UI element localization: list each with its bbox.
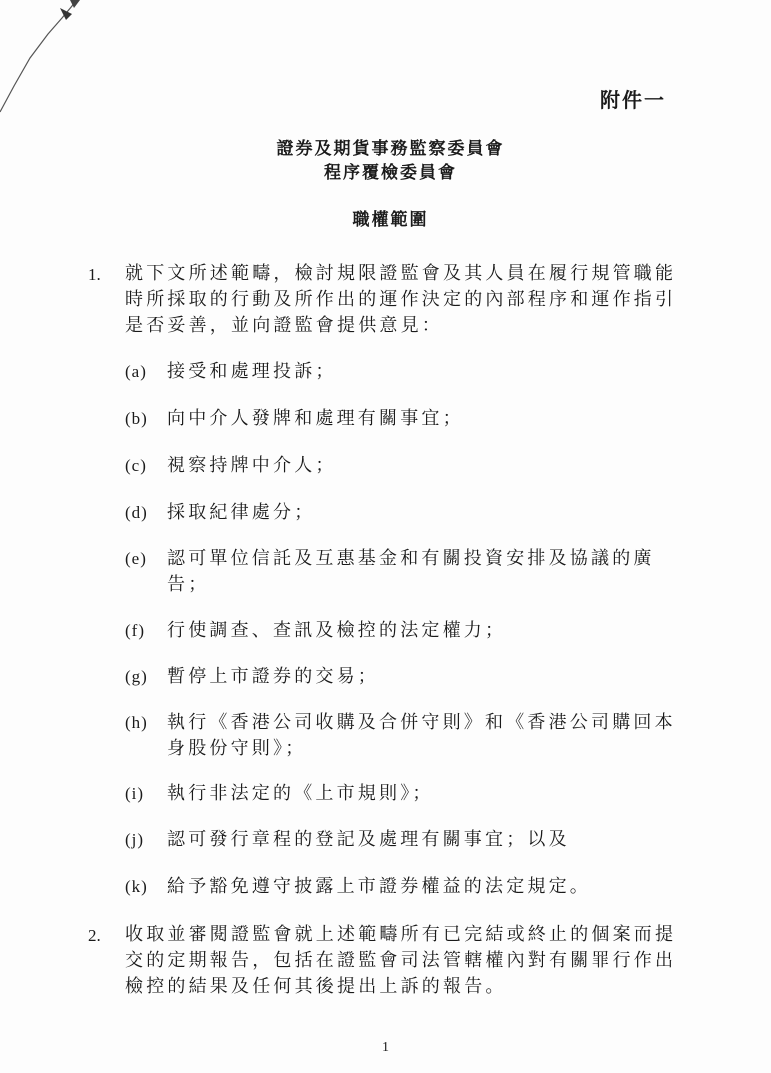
- item-label: (d): [125, 503, 148, 522]
- para-1-number: 1.: [88, 265, 101, 284]
- item-label: (e): [125, 549, 147, 568]
- annex-label: 附件一: [600, 88, 666, 112]
- para-2-number: 2.: [88, 926, 101, 945]
- para-1-text: 就下文所述範疇，檢討規限證監會及其人員在履行規管職能時所採取的行動及所作出的運作決定的內部程序和運作指引是否妥善，並向證監會提供意見：: [125, 263, 677, 336]
- item-text: 執行《香港公司收購及合併守則》和《香港公司購回本身股份守則》；: [167, 712, 676, 759]
- item-text: 採取紀律處分；: [167, 502, 316, 523]
- item-text: 認可發行章程的登記及處理有關事宜；以及: [167, 829, 570, 850]
- item-label: (i): [125, 784, 145, 803]
- scan-artifact-mark: [0, 0, 90, 130]
- item-text: 執行非法定的《上市規則》；: [167, 783, 434, 804]
- item-text: 向中介人發牌和處理有關事宜；: [167, 408, 464, 429]
- item-label: (h): [125, 713, 148, 732]
- item-label: (k): [125, 877, 148, 896]
- item-text: 認可單位信託及互惠基金和有關投資安排及協議的廣告；: [167, 548, 655, 595]
- page-number: 1: [382, 1040, 389, 1055]
- item-label: (a): [125, 362, 147, 381]
- title-committee: 程序覆檢委員會: [324, 163, 457, 183]
- item-label: (f): [125, 621, 145, 640]
- item-label: (g): [125, 667, 148, 686]
- item-label: (c): [125, 456, 147, 475]
- item-label: (j): [125, 830, 145, 849]
- item-text: 行使調查、查訊及檢控的法定權力；: [167, 620, 507, 641]
- item-text: 接受和處理投訴；: [167, 361, 337, 382]
- para-2-text: 收取並審閱證監會就上述範疇所有已完結或終止的個案而提交的定期報告，包括在證監會司法管轄權內對有關罪行作出檢控的結果及任何其後提出上訴的報告。: [125, 924, 677, 997]
- item-text: 視察持牌中介人；: [167, 455, 337, 476]
- item-label: (b): [125, 409, 148, 428]
- title-terms-of-reference: 職權範圍: [352, 210, 429, 230]
- item-text: 暫停上市證券的交易；: [167, 666, 379, 687]
- title-commission: 證券及期貨事務監察委員會: [276, 139, 505, 159]
- item-text: 給予豁免遵守披露上市證券權益的法定規定。: [167, 876, 591, 897]
